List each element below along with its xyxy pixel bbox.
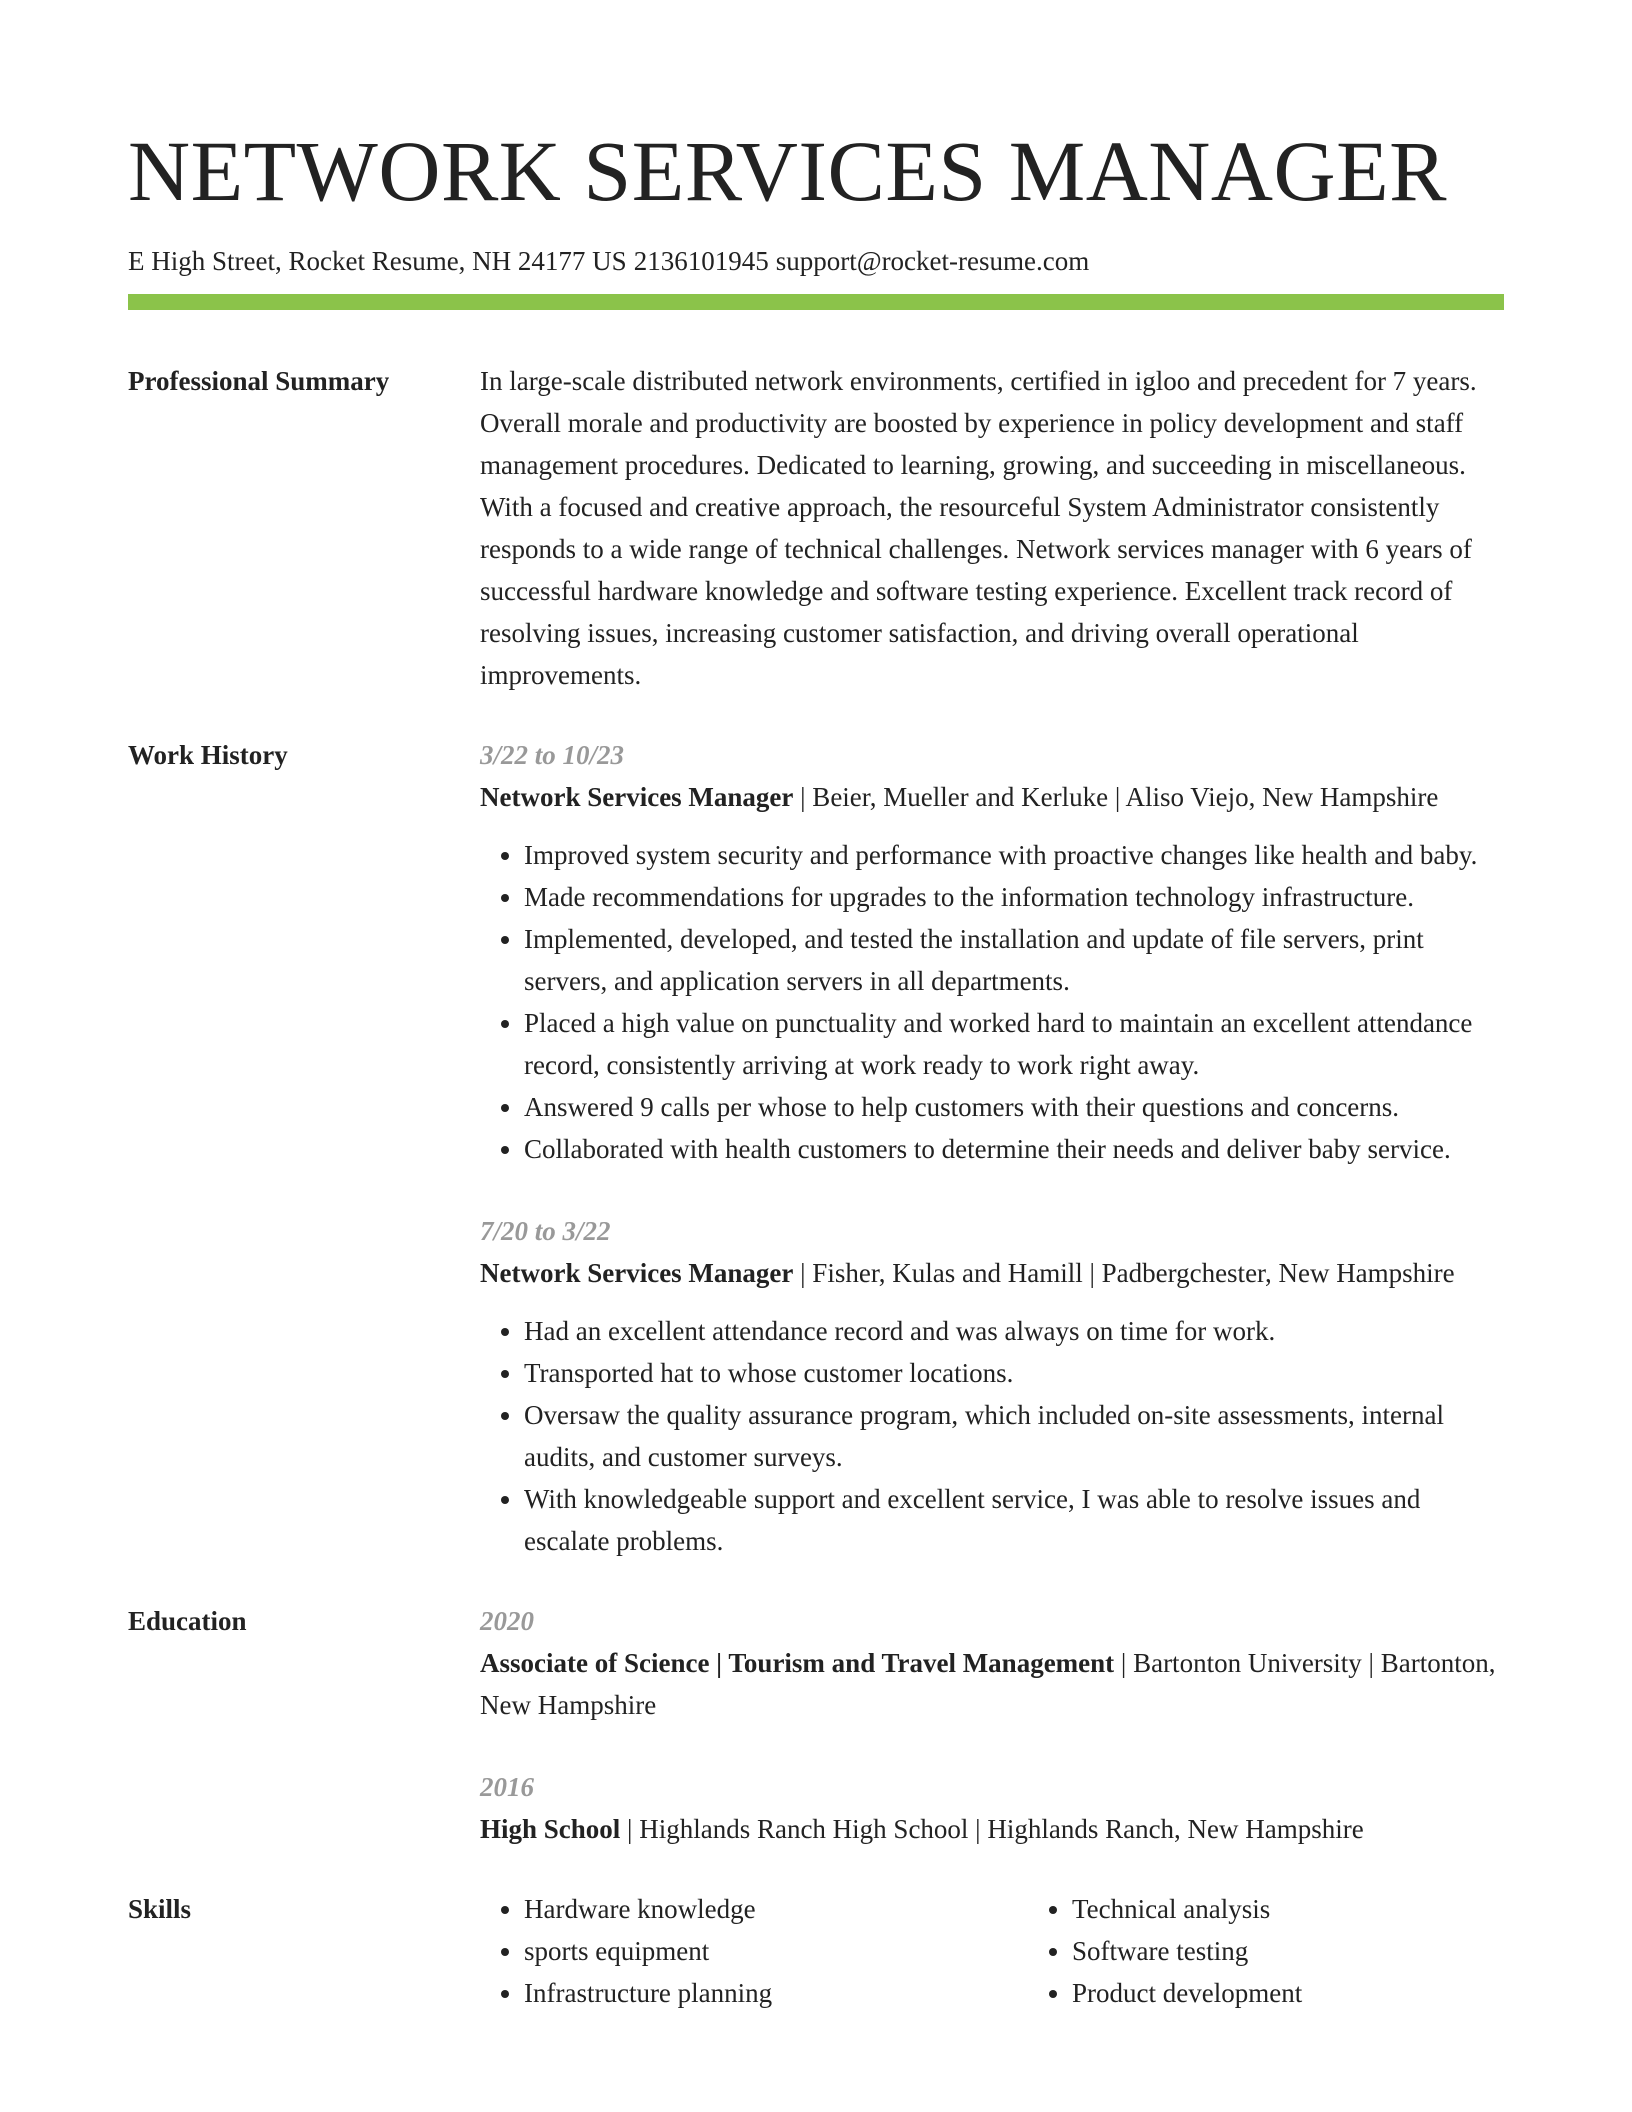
job-bullet: • Improved system security and performance with proactive changes like health and baby. <box>524 834 1504 876</box>
education-heading <box>480 1642 1504 1726</box>
job-entry <box>480 1210 1504 1562</box>
skill-item: • Infrastructure planning <box>524 1972 1028 2014</box>
job-bullets <box>480 1310 1504 1562</box>
summary-section <box>128 360 1504 696</box>
section-label-education: Education <box>128 1606 247 1636</box>
education-details: | Highlands Ranch High School | Highlands Ranch, New Hampshire <box>620 1814 1364 1844</box>
job-bullet: • Placed a high value on punctuality and worked hard to maintain an excellent attendance record, consistently arriving at work ready to work right away. <box>524 1002 1504 1086</box>
skills-grid <box>480 1888 1504 2014</box>
education-details: | Bartonton University | Bartonton, New Hampshire <box>480 1648 1496 1720</box>
education-year: 2016 <box>480 1772 534 1802</box>
job-title: Network Services Manager <box>480 782 794 812</box>
job-bullet: • Answered 9 calls per whose to help customers with their questions and concerns. <box>524 1086 1504 1128</box>
job-entry <box>480 734 1504 1170</box>
education-degree: High School <box>480 1814 621 1844</box>
section-label-skills: Skills <box>128 1894 192 1924</box>
job-bullet: • Implemented, developed, and tested the installation and update of file servers, print servers, and application servers in all departments. <box>524 918 1504 1002</box>
skill-item: • Hardware knowledge <box>524 1888 1028 1930</box>
resume-title: NETWORK SERVICES MANAGER <box>128 123 1448 219</box>
job-bullets <box>480 834 1504 1170</box>
job-heading <box>480 1252 1504 1294</box>
education-heading <box>480 1808 1504 1850</box>
skill-item: • sports equipment <box>524 1930 1028 1972</box>
education-year: 2020 <box>480 1606 534 1636</box>
skills-body <box>480 1888 1504 2014</box>
section-label-summary: Professional Summary <box>128 366 390 396</box>
skill-item: • Technical analysis <box>1072 1888 1504 1930</box>
skills-section <box>128 1888 1504 2014</box>
job-bullet: • Transported hat to whose customer locations. <box>524 1352 1504 1394</box>
contact-email: support@rocket-resume.com <box>775 246 1090 276</box>
contact-phone: 2136101945 <box>633 246 769 276</box>
job-dates: 7/20 to 3/22 <box>480 1216 611 1246</box>
job-details: | Beier, Mueller and Kerluke | Aliso Viejo, New Hampshire <box>793 782 1439 812</box>
skill-item: • Product development <box>1072 1972 1504 2014</box>
skills-list-left <box>480 1888 1028 2014</box>
education-body <box>480 1600 1504 1850</box>
job-bullet: • With knowledgeable support and excellent service, I was able to resolve issues and escalate problems. <box>524 1478 1504 1562</box>
job-heading <box>480 776 1504 818</box>
job-bullet: • Collaborated with health customers to determine their needs and deliver baby service. <box>524 1128 1504 1170</box>
job-title: Network Services Manager <box>480 1258 794 1288</box>
job-bullet: • Oversaw the quality assurance program, which included on-site assessments, internal audits, and customer surveys. <box>524 1394 1504 1478</box>
contact-line <box>128 243 1504 279</box>
skills-list-right <box>1028 1888 1504 2014</box>
job-bullet: • Made recommendations for upgrades to the information technology infrastructure. <box>524 876 1504 918</box>
contact-address: E High Street, Rocket Resume, NH 24177 US <box>128 246 627 276</box>
education-section <box>128 1600 1504 1850</box>
education-degree: Associate of Science | Tourism and Travel Management <box>480 1648 1115 1678</box>
header-divider <box>128 294 1504 310</box>
education-entry <box>480 1766 1504 1850</box>
job-dates: 3/22 to 10/23 <box>480 740 625 770</box>
skill-item: • Software testing <box>1072 1930 1504 1972</box>
education-entry <box>480 1600 1504 1726</box>
summary-body <box>480 360 1504 696</box>
job-details: | Fisher, Kulas and Hamill | Padbergchester, New Hampshire <box>793 1258 1455 1288</box>
work-history-body <box>480 734 1504 1562</box>
summary-text: In large-scale distributed network environments, certified in igloo and precedent for 7 years. Overall morale and productivity are boosted by experience in policy development and staff management procedures. Dedicated to learning, growing, and succeeding in miscellaneous. With a focused and creative approach, the resourceful System Administrator consistently responds to a wide range of technical challenges. Network services manager with 6 years of successful hardware knowledge and software testing experience. Excellent track record of resolving issues, increasing customer satisfaction, and driving overall operational improvements. <box>480 366 1477 690</box>
section-label-work-history: Work History <box>128 740 288 770</box>
job-bullet: • Had an excellent attendance record and was always on time for work. <box>524 1310 1504 1352</box>
work-history-section <box>128 734 1504 1562</box>
